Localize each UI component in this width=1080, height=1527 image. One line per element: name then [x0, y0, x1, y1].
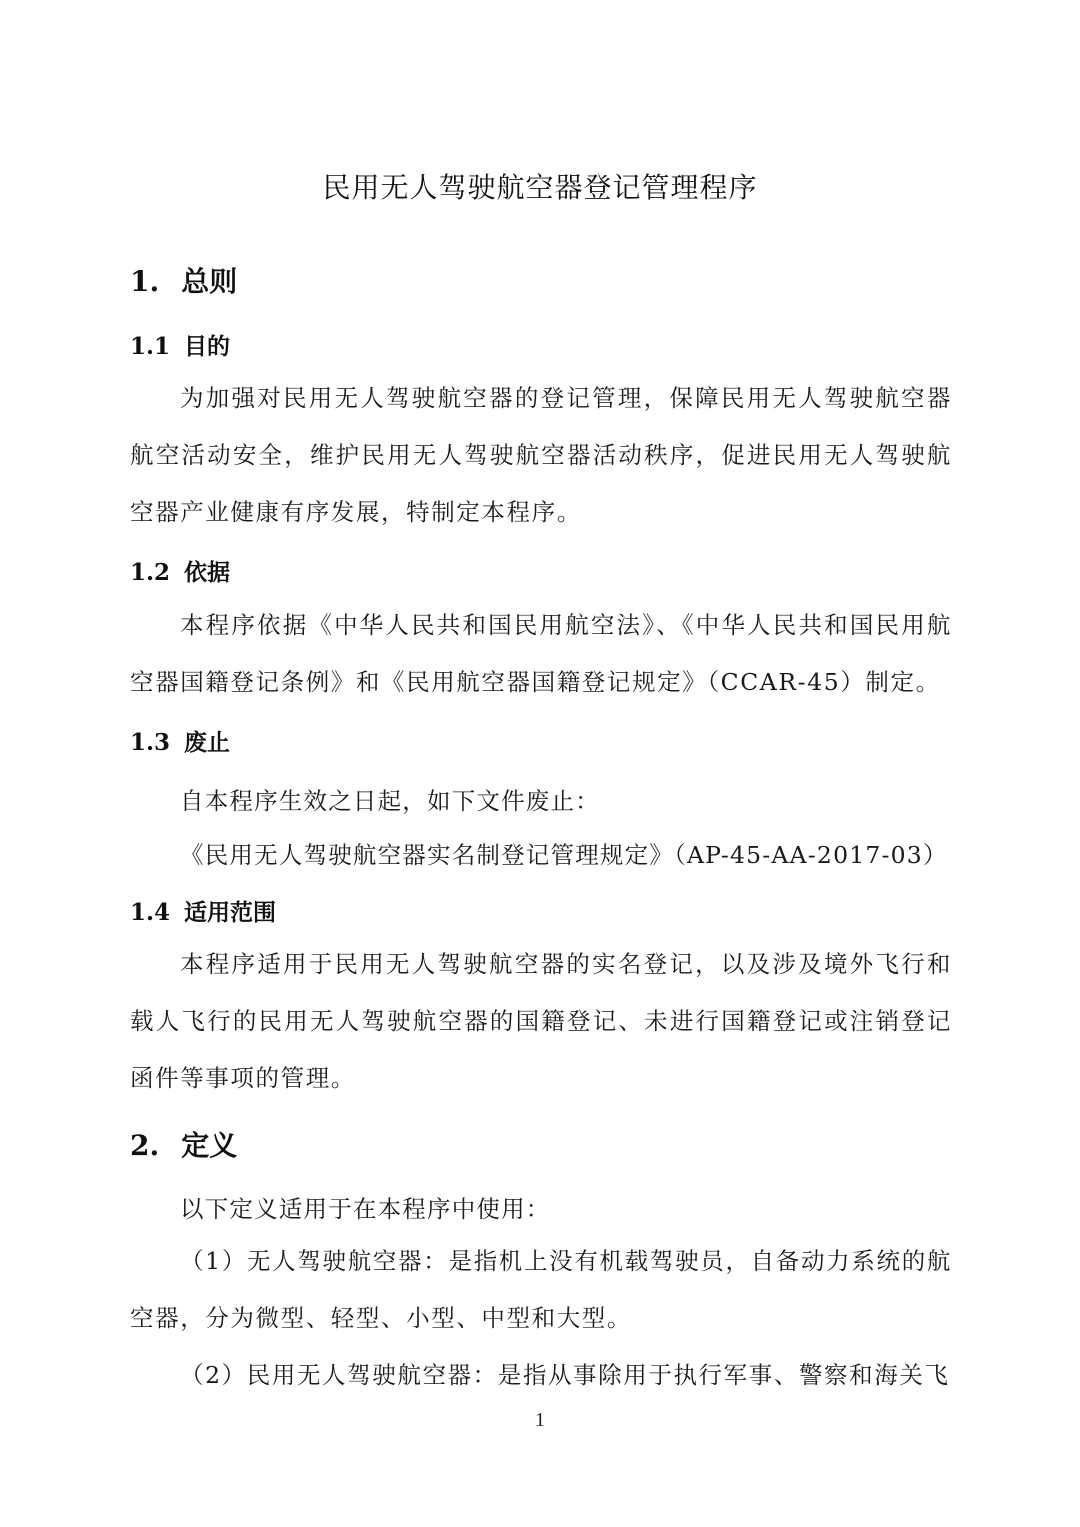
subsection-heading-purpose	[130, 328, 230, 361]
subsection-heading-scope	[130, 894, 276, 927]
section-number: 1.	[130, 265, 160, 298]
scope-paragraph: 本程序适用于民用无人驾驶航空器的实名登记，以及涉及境外飞行和载人飞行的民用无人驾驶航空器的国籍登记、未进行国籍登记或注销登记函件等事项的管理。	[130, 950, 952, 1092]
subsection-title: 废止	[184, 729, 231, 756]
basis-paragraph: 本程序依据《中华人民共和国民用航空法》、《中华人民共和国民用航空器国籍登记条例》和《民用航空器国籍登记规定》（CCAR-45）制定。	[130, 611, 952, 696]
section-heading-general	[130, 260, 237, 300]
purpose-paragraph: 为加强对民用无人驾驶航空器的登记管理，保障民用无人驾驶航空器航空活动安全，维护民用无人驾驶航空器活动秩序，促进民用无人驾驶航空器产业健康有序发展，特制定本程序。	[130, 384, 952, 526]
definitions-intro: 以下定义适用于在本程序中使用：	[180, 1195, 551, 1223]
definition-item-2: （2）民用无人驾驶航空器：是指从事除用于执行军事、警察和海关飞	[180, 1361, 950, 1389]
subsection-title: 适用范围	[184, 899, 277, 926]
subsection-number: 1.3	[130, 729, 171, 756]
section-title: 定义	[181, 1129, 238, 1162]
subsection-heading-abolition	[130, 724, 230, 757]
subsection-number: 1.4	[130, 899, 171, 926]
section-number: 2.	[130, 1129, 160, 1162]
abolition-intro: 自本程序生效之日起，如下文件废止：	[180, 787, 600, 815]
abolished-document: 《民用无人驾驶航空器实名制登记管理规定》（AP-45-AA-2017-03）	[180, 841, 948, 869]
subsection-title: 依据	[184, 559, 231, 586]
section-title: 总则	[181, 265, 238, 298]
document-title: 民用无人驾驶航空器登记管理程序	[322, 171, 758, 204]
page-number: 1	[535, 1409, 545, 1431]
subsection-title: 目的	[184, 333, 231, 360]
subsection-heading-basis	[130, 554, 230, 587]
subsection-number: 1.2	[130, 559, 171, 586]
subsection-number: 1.1	[130, 333, 171, 360]
definition-item-1: （1）无人驾驶航空器：是指机上没有机载驾驶员，自备动力系统的航空器，分为微型、轻型、小型、中型和大型。	[130, 1247, 952, 1332]
section-heading-definitions	[130, 1124, 237, 1164]
